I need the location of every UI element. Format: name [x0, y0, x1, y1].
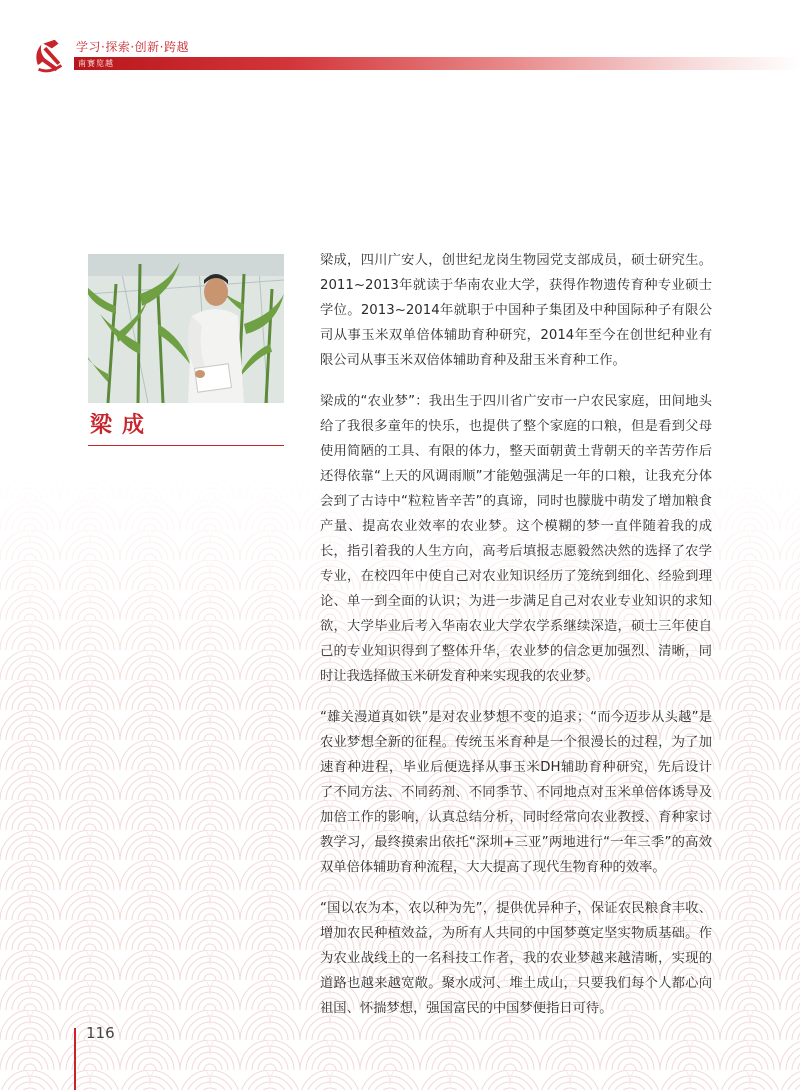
paragraph: “雄关漫道真如铁”是对农业梦想不变的追求；“而今迈步从头越”是农业梦想全新的征程。传统玉米育种是一个很漫长的过程，为了加速育种进程，毕业后便选择从事玉米DH辅助育种研究，先后设计了不同方法、不同药剂、不同季节、不同地点对玉米单倍体诱导及加倍工作的影响，认真总结分析，同时经常向农业教授、育种家讨教学习，最终摸索出依托“深圳+三亚”两地进行“一年三季”的高效双单倍体辅助育种流程，大大提高了现代生物育种的效率。: [320, 710, 712, 875]
party-emblem-icon: [30, 36, 68, 74]
page-header: [0, 0, 800, 80]
name-underline: [88, 445, 284, 446]
header-bar-text: 南赛览越: [78, 59, 114, 68]
page-number-rule: [74, 1028, 76, 1090]
header-slogan: 学习·探索·创新·跨越: [76, 40, 189, 54]
paragraph: “国以农为本，农以种为先”，提供优异种子，保证农民粮食丰收、增加农民种植效益，为所有人共同的中国梦奠定坚实物质基础。作为农业战线上的一名科技工作者，我的农业梦越来越清晰，实现的道路也越来越宽敞。聚水成河、堆土成山，只要我们每个人都心向祖国、怀揣梦想，强国富民的中国梦便指日可待。: [320, 901, 712, 1016]
paragraph-intro: 梁成，四川广安人，创世纪龙岗生物园党支部成员，硕士研究生。2011~2013年就读于华南农业大学，获得作物遗传育种专业硕士学位。2013~2014年就职于中国种子集团及中种国际种子有限公司从事玉米双单倍体辅助育种研究，2014年至今在创世纪种业有限公司从事玉米双倍体辅助育种及甜玉米育种工作。: [320, 253, 712, 368]
header-bar: [74, 57, 800, 70]
paragraph: 梁成的“农业梦”：我出生于四川省广安市一户农民家庭，田间地头给了我很多童年的快乐，也提供了整个家庭的口粮，但是看到父母使用简陋的工具、有限的体力，整天面朝黄土背朝天的辛苦劳作后还得依靠“上天的风调雨顺”才能勉强满足一年的口粮，让我充分体会到了古诗中“粒粒皆辛苦”的真谛，同时也朦胧中萌发了增加粮食产量、提高农业效率的农业梦。这个模糊的梦一直伴随着我的成长，指引着我的人生方向，高考后填报志愿毅然决然的选择了农学专业，在校四年中使自己对农业知识经历了笼统到细化、经验到理论、单一到全面的认识；为进一步满足自己对农业专业知识的求知欲，大学毕业后考入华南农业大学农学系继续深造，硕士三年使自己的专业知识得到了整体升华，农业梦的信念更加强烈、清晰，同时让我选择做玉米研发育种来实现我的农业梦。: [320, 394, 712, 684]
page-number: 116: [86, 1024, 115, 1042]
portrait-photo: [88, 254, 284, 403]
person-name: 梁成: [90, 412, 155, 438]
article-body: [320, 248, 712, 1037]
